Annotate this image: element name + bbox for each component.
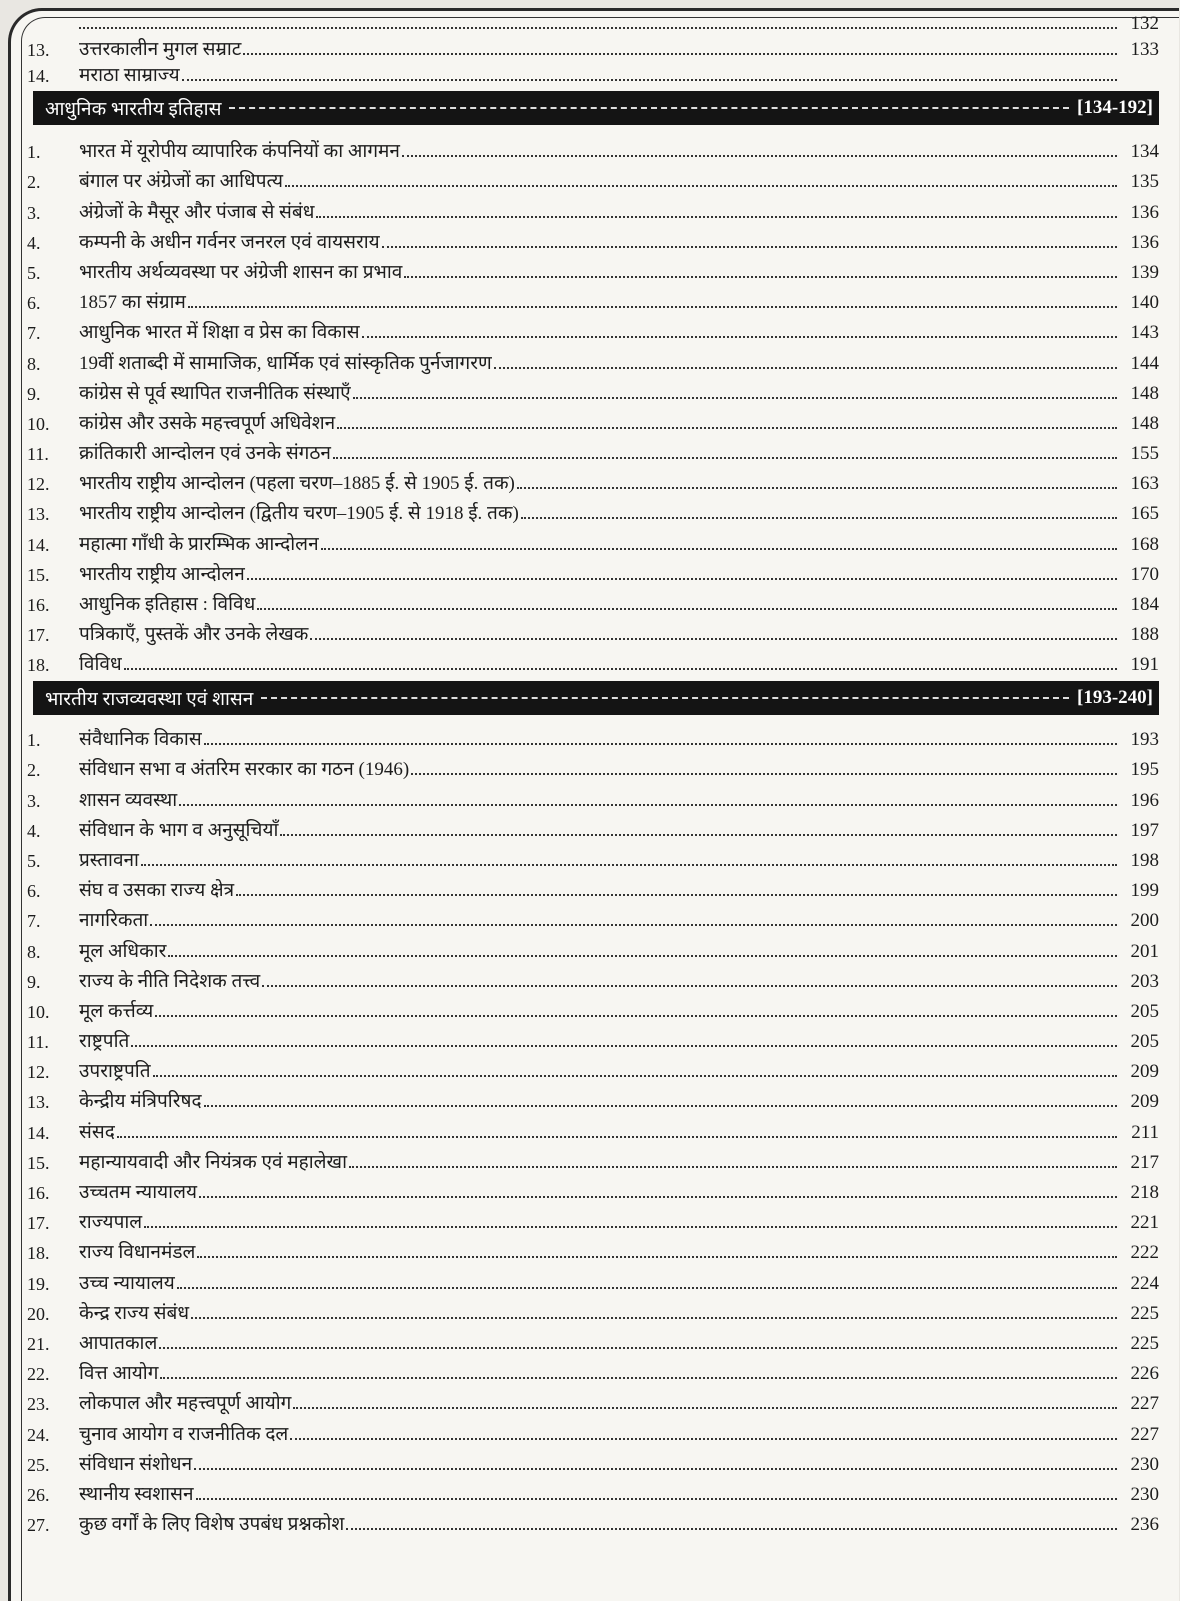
section-page-range: [134-192] <box>1077 97 1153 118</box>
entry-title: भारतीय राष्ट्रीय आन्दोलन (पहला चरण–1885 ई. से 1905 ई. तक) <box>79 473 515 495</box>
toc-entry <box>27 495 1159 525</box>
toc-entry <box>27 932 1159 962</box>
entry-number: 15. <box>27 564 50 585</box>
entry-page: 143 <box>1130 322 1159 344</box>
dot-leader <box>153 1075 1117 1077</box>
entry-title: लोकपाल और महत्त्वपूर्ण आयोग <box>79 1393 292 1415</box>
entry-number: 2. <box>27 760 41 781</box>
toc-entry <box>27 224 1159 254</box>
entry-title: महात्मा गाँधी के प्रारम्भिक आन्दोलन <box>79 533 319 555</box>
entry-page: 209 <box>1130 1061 1159 1083</box>
dot-leader <box>382 246 1117 248</box>
entry-title: संवैधानिक विकास <box>79 729 202 751</box>
entry-number: 13. <box>27 40 50 60</box>
entry-page: 193 <box>1130 729 1159 751</box>
entry-title: केन्द्रीय मंत्रिपरिषद <box>79 1091 202 1113</box>
toc-entry <box>27 1174 1159 1204</box>
entry-number: 9. <box>27 383 41 404</box>
toc-entry <box>27 1325 1159 1355</box>
toc-entry <box>27 163 1159 193</box>
entry-number: 12. <box>27 1062 50 1083</box>
dot-leader <box>293 1407 1117 1409</box>
entry-page: 136 <box>1130 201 1159 223</box>
dot-leader <box>404 276 1117 278</box>
entry-page: 205 <box>1130 1000 1159 1022</box>
entry-title: मूल अधिकार <box>79 940 167 962</box>
dot-leader <box>159 1347 1117 1349</box>
toc-entry <box>27 405 1159 435</box>
toc-entry <box>27 616 1159 646</box>
entry-title: विविध <box>79 654 122 676</box>
entry-page: 188 <box>1130 624 1159 646</box>
previous-section-list <box>27 15 1159 87</box>
dot-leader <box>177 1287 1117 1289</box>
dot-leader <box>243 53 1117 55</box>
dot-leader <box>321 548 1117 550</box>
entry-number: 1. <box>27 730 41 751</box>
entry-title: संघ व उसका राज्य क्षेत्र <box>79 880 235 902</box>
toc-entry <box>27 435 1159 465</box>
dot-leader <box>155 1015 1117 1017</box>
entry-number: 18. <box>27 1243 50 1264</box>
toc-entry <box>27 586 1159 616</box>
toc-entry <box>27 842 1159 872</box>
entry-title: कांग्रेस से पूर्व स्थापित राजनीतिक संस्थाएँ <box>79 382 351 404</box>
dash-leader <box>261 697 1069 699</box>
dot-leader <box>402 155 1117 157</box>
dot-leader <box>494 367 1117 369</box>
entry-number: 8. <box>27 353 41 374</box>
entry-number: 22. <box>27 1364 50 1385</box>
dot-leader <box>257 608 1117 610</box>
dot-leader <box>79 27 1117 29</box>
dot-leader <box>517 487 1117 489</box>
dot-leader <box>199 1196 1117 1198</box>
entry-page: 140 <box>1130 292 1159 314</box>
dot-leader <box>141 864 1117 866</box>
entry-number: 14. <box>27 1122 50 1143</box>
entry-number: 1. <box>27 142 41 163</box>
toc-entry <box>27 254 1159 284</box>
entry-number: 21. <box>27 1333 50 1354</box>
entry-page: 135 <box>1130 171 1159 193</box>
dot-leader <box>188 306 1117 308</box>
dot-leader <box>316 216 1117 218</box>
entry-page: 184 <box>1130 594 1159 615</box>
dot-leader <box>290 1438 1117 1440</box>
entry-page: 144 <box>1130 352 1159 374</box>
entry-page: 230 <box>1130 1483 1159 1505</box>
entry-number: 8. <box>27 941 41 962</box>
dot-leader <box>280 834 1117 836</box>
entry-page: 139 <box>1130 261 1159 283</box>
entry-title: स्थानीय स्वशासन <box>79 1483 194 1505</box>
entry-page: 224 <box>1130 1272 1159 1294</box>
entry-page: 226 <box>1130 1363 1159 1385</box>
entry-number: 20. <box>27 1303 50 1324</box>
entry-number: 16. <box>27 1183 50 1203</box>
entry-page: 197 <box>1130 819 1159 841</box>
toc-entry <box>27 646 1159 676</box>
toc-entry <box>27 872 1159 902</box>
dot-leader <box>349 1166 1117 1168</box>
entry-title: उपराष्ट्रपति <box>79 1061 151 1083</box>
toc-entry <box>27 375 1159 405</box>
entry-title: मूल कर्त्तव्य <box>79 1000 154 1022</box>
toc-entry <box>27 344 1159 374</box>
entry-title: शासन व्यवस्था <box>79 789 178 811</box>
dot-leader <box>247 578 1117 580</box>
entry-page: 196 <box>1130 789 1159 811</box>
entry-title: आधुनिक इतिहास : विविध <box>79 594 256 615</box>
dot-leader <box>144 1226 1117 1228</box>
section-header <box>33 681 1159 715</box>
entry-page: 148 <box>1130 412 1159 434</box>
entry-number: 11. <box>27 1032 49 1053</box>
entry-number: 12. <box>27 474 50 495</box>
entry-title: केन्द्र राज्य संबंध <box>79 1302 190 1324</box>
dot-leader <box>160 1377 1117 1379</box>
dot-leader <box>333 457 1117 459</box>
toc-entry <box>27 465 1159 495</box>
dot-leader <box>204 743 1117 745</box>
toc-entry <box>27 1385 1159 1415</box>
toc-entry <box>27 1446 1159 1476</box>
dot-leader <box>131 1045 1117 1047</box>
entry-number: 24. <box>27 1424 50 1445</box>
entry-title: संविधान संशोधन <box>79 1453 193 1475</box>
entry-title: उच्च न्यायालय <box>79 1272 175 1294</box>
entry-page: 148 <box>1130 382 1159 404</box>
entry-number: 17. <box>27 625 50 646</box>
dot-leader <box>191 1317 1117 1319</box>
entry-title: चुनाव आयोग व राजनीतिक दल <box>79 1423 289 1445</box>
entry-page: 205 <box>1130 1031 1159 1053</box>
entry-title: आपातकाल <box>79 1332 158 1354</box>
entry-title: भारतीय राष्ट्रीय आन्दोलन (द्वितीय चरण–1905 ई. से 1918 ई. तक) <box>79 503 519 525</box>
toc-entry <box>27 1264 1159 1294</box>
entry-page: 155 <box>1130 443 1159 465</box>
entry-page: 225 <box>1130 1332 1159 1354</box>
entry-number: 7. <box>27 323 41 344</box>
dot-leader <box>182 79 1117 81</box>
entry-title: भारतीय अर्थव्यवस्था पर अंग्रेजी शासन का प्रभाव <box>79 261 403 283</box>
entry-title: प्रस्तावना <box>79 849 139 871</box>
entry-title: कांग्रेस और उसके महत्त्वपूर्ण अधिवेशन <box>79 412 336 434</box>
toc-entry <box>27 1355 1159 1385</box>
toc-entry <box>27 556 1159 586</box>
entry-page: 191 <box>1130 654 1159 676</box>
toc-entry <box>27 1234 1159 1264</box>
entry-page: 230 <box>1130 1453 1159 1475</box>
toc-entry <box>27 193 1159 223</box>
dot-leader <box>196 1498 1118 1500</box>
entry-title: वित्त आयोग <box>79 1363 159 1385</box>
entry-title: उत्तरकालीन मुगल सम्राट <box>79 39 242 60</box>
entry-number: 5. <box>27 262 41 283</box>
toc-entry <box>27 963 1159 993</box>
entry-number: 7. <box>27 911 41 932</box>
dot-leader <box>362 336 1117 338</box>
entry-page: 211 <box>1131 1121 1159 1143</box>
dot-leader <box>262 985 1117 987</box>
entry-number: 13. <box>27 1092 50 1113</box>
entry-title: कुछ वर्गों के लिए विशेष उपबंध प्रश्नकोश <box>79 1514 345 1536</box>
entry-number: 15. <box>27 1152 50 1173</box>
entry-page: 218 <box>1130 1182 1159 1203</box>
toc-entry <box>27 525 1159 555</box>
entry-page: 132 <box>1130 13 1159 34</box>
toc-entry <box>27 1144 1159 1174</box>
dot-leader <box>197 1256 1117 1258</box>
entry-title: संविधान के भाग व अनुसूचियाँ <box>79 819 279 841</box>
section-list-polity <box>27 721 1159 1536</box>
entry-number: 27. <box>27 1515 50 1536</box>
entry-page: 168 <box>1130 533 1159 555</box>
entry-title: राज्यपाल <box>79 1212 143 1234</box>
entry-number: 25. <box>27 1454 50 1475</box>
toc-entry <box>27 1506 1159 1536</box>
entry-title: राज्य विधानमंडल <box>79 1242 196 1264</box>
entry-page: 203 <box>1130 970 1159 992</box>
dot-leader <box>179 804 1117 806</box>
dot-leader <box>124 668 1117 670</box>
entry-number: 2. <box>27 172 41 193</box>
dot-leader <box>117 1136 1117 1138</box>
entry-page: 195 <box>1130 759 1159 781</box>
toc-entry <box>27 1023 1159 1053</box>
entry-page: 236 <box>1130 1514 1159 1536</box>
dot-leader <box>346 1528 1117 1530</box>
entry-number: 13. <box>27 504 50 525</box>
section-list-modern-history <box>27 133 1159 676</box>
toc-entry <box>27 1204 1159 1234</box>
entry-number: 11. <box>27 444 49 465</box>
entry-page: 227 <box>1130 1393 1159 1415</box>
entry-page: 209 <box>1130 1091 1159 1113</box>
entry-number: 10. <box>27 413 50 434</box>
dot-leader <box>168 955 1117 957</box>
entry-title: क्रांतिकारी आन्दोलन एवं उनके संगठन <box>79 443 331 465</box>
dot-leader <box>310 638 1117 640</box>
entry-title: अंग्रेजों के मैसूर और पंजाब से संबंध <box>79 201 315 223</box>
entry-number: 4. <box>27 232 41 253</box>
entry-number: 14. <box>27 66 50 86</box>
dot-leader <box>194 1468 1117 1470</box>
entry-title: आधुनिक भारत में शिक्षा व प्रेस का विकास <box>79 322 360 344</box>
dash-leader <box>229 107 1069 109</box>
entry-title: भारतीय राष्ट्रीय आन्दोलन <box>79 563 245 585</box>
toc-entry <box>27 721 1159 751</box>
toc-entry <box>27 15 1159 35</box>
dot-leader <box>337 427 1117 429</box>
entry-number: 10. <box>27 1001 50 1022</box>
toc-entry <box>27 1476 1159 1506</box>
entry-title: संसद <box>79 1121 115 1143</box>
toc-entry <box>27 35 1159 61</box>
toc-entry <box>27 1295 1159 1325</box>
toc-entry <box>27 284 1159 314</box>
entry-page: 201 <box>1130 940 1159 962</box>
section-page-range: [193-240] <box>1077 687 1153 708</box>
entry-page: 227 <box>1130 1423 1159 1445</box>
dot-leader <box>411 773 1117 775</box>
entry-number: 6. <box>27 881 41 902</box>
toc-entry <box>27 61 1159 87</box>
dot-leader <box>236 894 1117 896</box>
entry-page: 225 <box>1130 1302 1159 1324</box>
entry-title: बंगाल पर अंग्रेजों का आधिपत्य <box>79 171 284 193</box>
entry-number: 19. <box>27 1273 50 1294</box>
entry-number: 6. <box>27 293 41 314</box>
entry-title: मराठा साम्राज्य <box>79 65 180 86</box>
toc-entry <box>27 781 1159 811</box>
dot-leader <box>150 924 1117 926</box>
entry-title: महान्यायवादी और नियंत्रक एवं महालेखा <box>79 1151 347 1173</box>
dot-leader <box>353 397 1117 399</box>
entry-number: 18. <box>27 655 50 676</box>
section-heading: आधुनिक भारतीय इतिहास <box>45 99 222 120</box>
entry-page: 165 <box>1130 503 1159 525</box>
entry-title: राष्ट्रपति <box>79 1031 130 1053</box>
dot-leader <box>521 517 1117 519</box>
toc-entry <box>27 751 1159 781</box>
entry-page: 200 <box>1130 910 1159 932</box>
toc-entry <box>27 1053 1159 1083</box>
section-heading: भारतीय राजव्यवस्था एवं शासन <box>45 689 254 710</box>
entry-title: 1857 का संग्राम <box>79 292 186 314</box>
entry-page: 133 <box>1130 39 1159 60</box>
entry-page: 199 <box>1130 880 1159 902</box>
toc-page <box>8 8 1179 1601</box>
toc-entry <box>27 1113 1159 1143</box>
entry-title: नागरिकता <box>79 910 149 932</box>
toc-entry <box>27 993 1159 1023</box>
entry-number: 17. <box>27 1213 50 1234</box>
entry-title: राज्य के नीति निदेशक तत्त्व <box>79 970 261 992</box>
entry-number: 23. <box>27 1394 50 1415</box>
entry-page: 136 <box>1130 231 1159 253</box>
entry-page: 134 <box>1130 141 1159 163</box>
entry-number: 4. <box>27 820 41 841</box>
entry-page: 198 <box>1130 849 1159 871</box>
entry-title: संविधान सभा व अंतरिम सरकार का गठन (1946) <box>79 759 410 781</box>
entry-number: 5. <box>27 850 41 871</box>
toc-entry <box>27 314 1159 344</box>
dot-leader <box>204 1105 1117 1107</box>
entry-title: उच्चतम न्यायालय <box>79 1182 197 1203</box>
entry-page: 170 <box>1130 563 1159 585</box>
toc-entry <box>27 133 1159 163</box>
entry-page: 221 <box>1130 1212 1159 1234</box>
entry-page: 163 <box>1130 473 1159 495</box>
entry-number: 14. <box>27 534 50 555</box>
entry-number: 16. <box>27 595 50 615</box>
entry-number: 3. <box>27 202 41 223</box>
entry-title: पत्रिकाएँ, पुस्तकें और उनके लेखक <box>79 624 309 646</box>
dot-leader <box>285 185 1117 187</box>
entry-title: 19वीं शताब्दी में सामाजिक, धार्मिक एवं सांस्कृतिक पुर्नजागरण <box>79 352 492 374</box>
entry-page: 222 <box>1130 1242 1159 1264</box>
toc-entry <box>27 1415 1159 1445</box>
toc-entry <box>27 812 1159 842</box>
entry-title: भारत में यूरोपीय व्यापारिक कंपनियों का आगमन <box>79 141 400 163</box>
entry-title: कम्पनी के अधीन गर्वनर जनरल एवं वायसराय <box>79 231 380 253</box>
entry-number: 26. <box>27 1484 50 1505</box>
entry-number: 3. <box>27 790 41 811</box>
toc-entry <box>27 1083 1159 1113</box>
toc-entry <box>27 902 1159 932</box>
entry-page: 217 <box>1130 1151 1159 1173</box>
entry-number: 9. <box>27 971 41 992</box>
section-header <box>33 91 1159 125</box>
